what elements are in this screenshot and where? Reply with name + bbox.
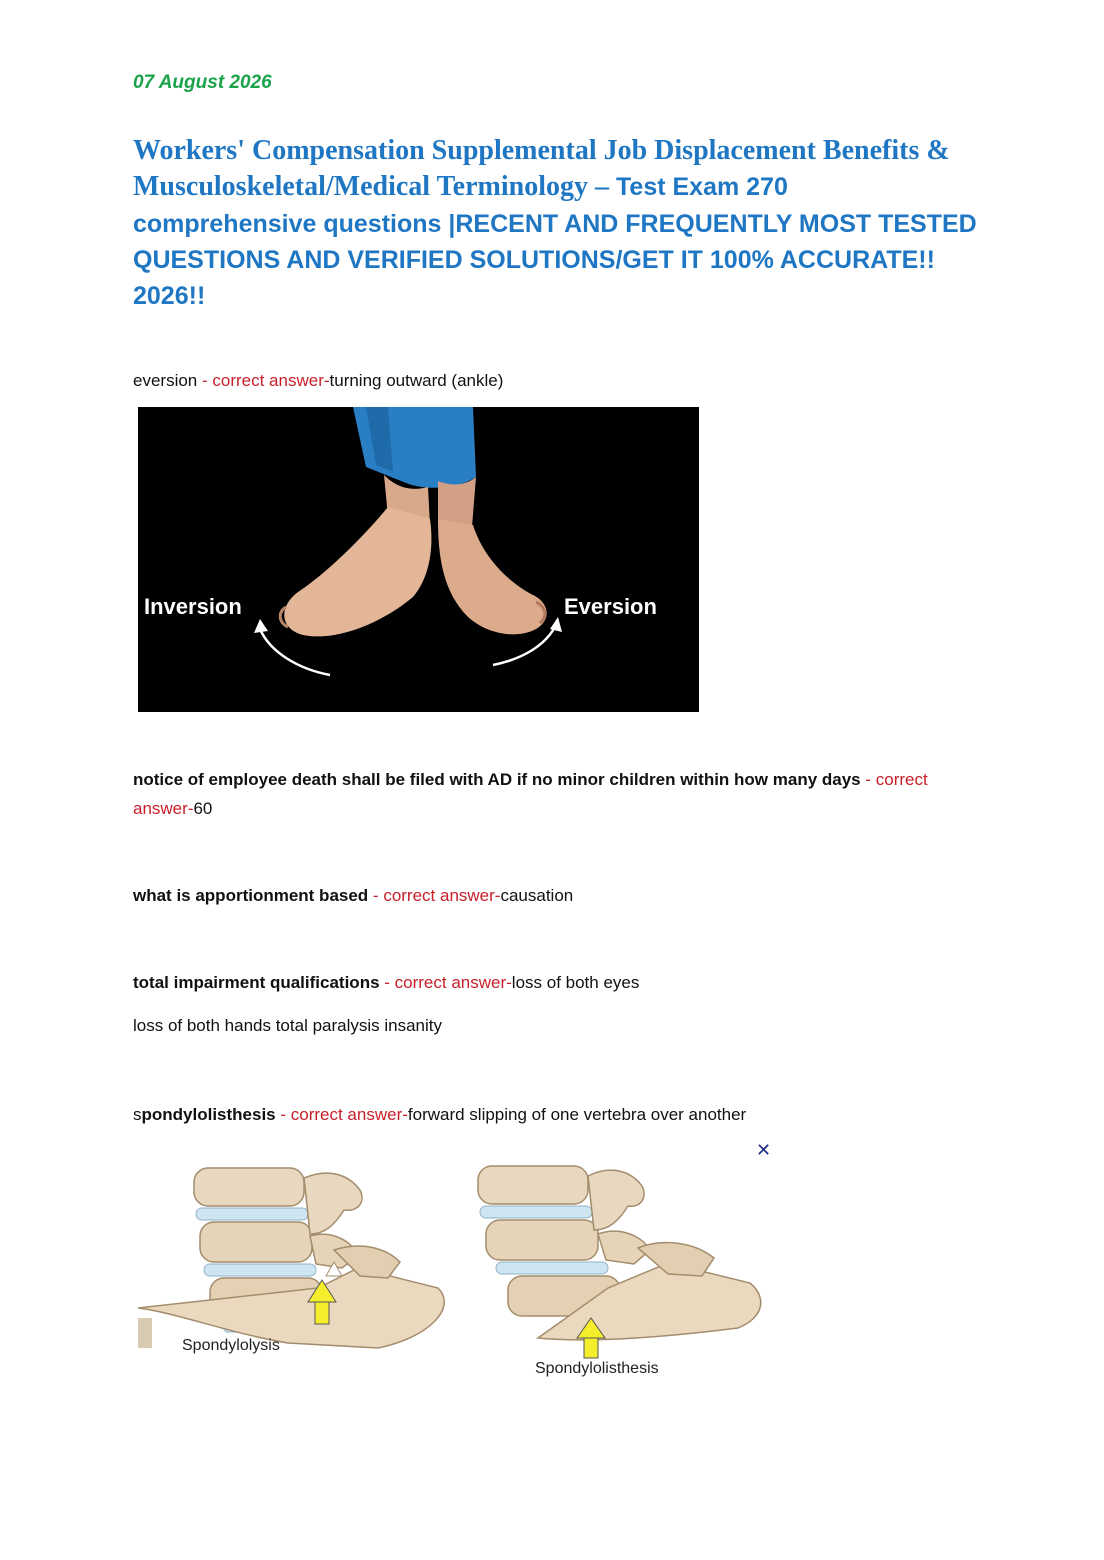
document-date: 07 August 2026 [133,72,272,93]
answer-separator: - [860,770,876,789]
answer-separator: - [197,371,213,390]
answer-continuation: loss of both hands total paralysis insanity [133,1016,443,1035]
answer-label: correct answer- [383,886,501,905]
close-icon[interactable]: ✕ [756,1140,772,1160]
qa-item-spondylolisthesis [133,1100,746,1129]
question-text: total impairment qualifications [133,973,380,992]
qa-item-total-impairment [133,968,639,997]
answer-separator: - [275,1105,291,1124]
answer-label: correct answer- [290,1105,408,1124]
eversion-label: Eversion [564,594,657,619]
answer-label: correct answer- [212,371,330,390]
answer-label: correct answer- [394,973,512,992]
question-text: what is apportionment based [133,886,369,905]
answer-text: turning outward (ankle) [329,371,504,390]
answer-separator: - [368,886,384,905]
title-serif-tail: Test Exam 270 [616,173,788,201]
spondylolysis-label: Spondylolysis [182,1337,280,1354]
qa-item-apportionment [133,881,573,910]
spondylolysis-spondylolisthesis-figure [138,1138,778,1383]
question-prefix: s [133,1105,142,1124]
answer-text: 60 [193,799,213,818]
question-text: eversion [133,371,198,390]
inversion-label: Inversion [144,594,242,619]
document-subtitle: comprehensive questions |RECENT AND FREQUENTLY MOST TESTED QUESTIONS AND VERIFIED SOLUTIONS/GET IT 100% ACCURATE!! 2026!! [133,210,977,310]
question-text: notice of employee death shall be filed with AD if no minor children within how many days [133,770,861,789]
spondylolisthesis-label: Spondylolisthesis [535,1360,659,1377]
ankle-inversion-eversion-figure [138,407,699,712]
answer-separator: - [379,973,395,992]
question-text: pondylolisthesis [141,1105,276,1124]
answer-text: loss of both eyes [511,973,640,992]
answer-text: causation [500,886,574,905]
document-title [133,133,1013,205]
answer-label: correct answer- [133,770,928,818]
qa-item-eversion [133,366,503,395]
answer-text: forward slipping of one vertebra over another [407,1105,747,1124]
qa-item-employee-death [133,765,953,823]
title-serif-part: Workers' Compensation Supplemental Job Displacement Benefits & Musculoskeletal/Medical Terminology – [133,135,950,202]
